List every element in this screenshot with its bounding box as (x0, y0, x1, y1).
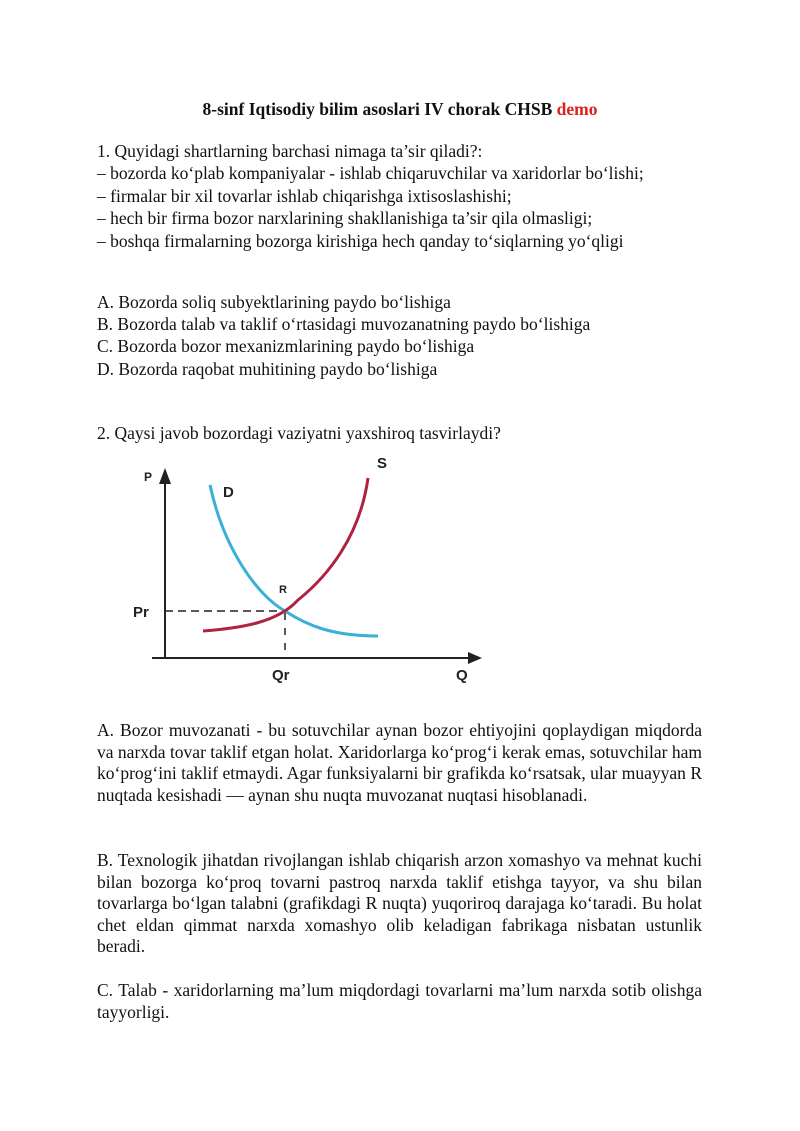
x-axis-arrow (468, 652, 482, 664)
answer-option-d: D. Bozorda raqobat muhitining paydo bo‘lishiga (97, 358, 438, 379)
question-1 (97, 140, 644, 252)
condition-item: – boshqa firmalarning bozorga kirishiga hech qanday to‘siqlarning yo‘qligi (97, 230, 624, 251)
answer-option-b: B. Bozorda talab va taklif o‘rtasidagi muvozanatning paydo bo‘lishiga (97, 314, 591, 335)
answer-option-b: B. Texnologik jihatdan rivojlangan ishlab chiqarish arzon xomashyo va mehnat kuchi bilan bozorga ko‘proq tovarni pastroq narxda taklif etishga tayyor, va shu bilan tovarlarga bo‘lgan talabni (grafikdagi R nuqta) yuqoriroq darajaga ko‘taradi. Bu holat chet eldan qimmat narxda xomashyo olib keladigan fabrikaga nisbatan ustunlik beradi. (97, 850, 702, 957)
condition-item: – bozorda ko‘plab kompaniyalar - ishlab chiqaruvchilar va xaridorlar bo‘lishi; (97, 163, 644, 184)
answer-option-a: A. Bozorda soliq subyektlarining paydo bo‘lishiga (97, 292, 451, 312)
condition-item: – hech bir firma bozor narxlarining shakllanishiga ta’sir qila olmasligi; (97, 208, 593, 229)
answer-option-c: C. Bozorda bozor mexanizmlarining paydo bo‘lishiga (97, 336, 475, 357)
supply-label: S (377, 455, 388, 472)
condition-item: – firmalar bir xil tovarlar ishlab chiqarishga ixtisoslashishi; (97, 185, 512, 206)
question-1-text: 1. Quyidagi shartlarning barchasi nimaga ta’sir qiladi?: (97, 141, 483, 161)
answer-option-a: A. Bozor muvozanati - bu sotuvchilar aynan bozor ehtiyojini qoplaydigan miqdorda va narxda tovar taklif etgan holat. Xaridorlarga ko‘prog‘i kerak emas, sotuvchilar ham ko‘prog‘ini taklif etmaydi. Agar funksiyalarni bir grafikda ko‘rsatsak, ular muayyan R nuqtada kesishadi — aynan shu nuqta muvozanat nuqtasi hisoblanadi. (97, 720, 702, 805)
supply-demand-chart (128, 450, 498, 690)
title-demo-label: demo (556, 99, 598, 119)
question-1-options (97, 291, 590, 380)
y-axis-arrow (159, 468, 171, 484)
equilibrium-price-label: Pr (133, 604, 149, 621)
equilibrium-point-label: R (279, 584, 287, 596)
y-axis-label: P (144, 470, 153, 484)
x-axis-label: Q (456, 667, 468, 684)
demand-label: D (223, 484, 234, 501)
page-title (0, 98, 800, 120)
question-2-text: 2. Qaysi javob bozordagi vaziyatni yaxshiroq tasvirlaydi? (97, 423, 501, 443)
equilibrium-quantity-label: Qr (272, 667, 290, 684)
title-text: 8-sinf Iqtisodiy bilim asoslari IV chorak CHSB (202, 99, 553, 119)
demand-curve (210, 485, 378, 636)
answer-option-c: C. Talab - xaridorlarning ma’lum miqdordagi tovarlarni ma’lum narxda sotib olishga tayyorligi. (97, 980, 702, 1022)
